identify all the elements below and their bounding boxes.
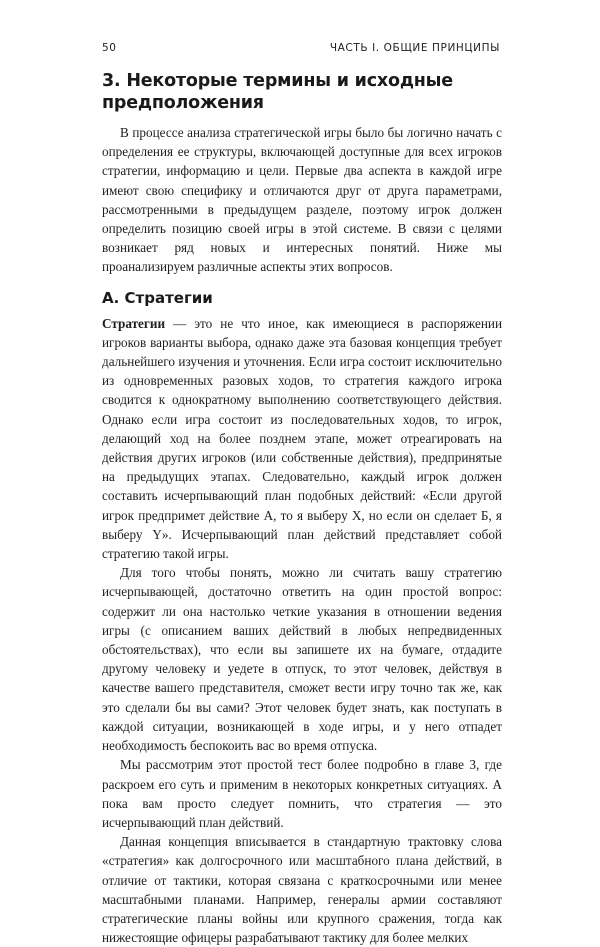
section-intro-paragraph: В процессе анализа стратегической игры было бы логично начать с определения ее структуры, включающей доступные для всех игроков стратегии, информацию и цели. Первые два аспекта в каждой игре имеют свою специфику и отличаются друг от друга параметрами, рассмотренными в предыдущем разделе, поэтому игрок должен определить позицию своей игры в этой системе. В связи с целями возникает ряд новых и интересных понятий. Ниже мы проанализируем различные аспекты этих вопросов. [102, 125, 502, 275]
subsection-title: А. Стратегии [102, 288, 213, 307]
page-number: 50 [102, 42, 117, 54]
chapter-reference-paragraph: Мы рассмотрим этот простой тест более подробно в главе 3, где раскроем его суть и применим в некоторых конкретных ситуациях. А пока вам просто следует помнить, что стратегия — это исчерпывающий план действий. [102, 757, 502, 830]
page-content [102, 70, 502, 947]
running-title: ЧАСТЬ I. ОБЩИЕ ПРИНЦИПЫ [329, 42, 500, 54]
defined-term: Стратегии [102, 315, 166, 331]
strategies-definition-paragraph [102, 314, 502, 564]
definition-text: — это не что иное, как имеющиеся в распоряжении игроков варианты выбора, однако даже эта базовая концепция требует дальнейшего изучения и уточнения. Если игра состоит исключительно из одновременных разовых ходов, то стратегия каждого игрока сводится к однократному выполнению соответствующего действия. Однако если игра состоит из последовательных ходов, то игрок, делающий ход на более позднем этапе, может отреагировать на действия других игроков (или собственные действия), предпринятые на предыдущих этапах. Следовательно, каждый игрок должен составить исчерпывающий план подобных действий: «Если другой игрок предпримет действие А, то я выберу Х, но если он сделает Б, я выберу Y». Исчерпывающий план действий представляет собой стратегию такой игры. [102, 315, 502, 562]
section-title: 3. Некоторые термины и исходные предположения [102, 71, 453, 113]
strategy-vs-tactics-paragraph: Данная концепция вписывается в стандартную трактовку слова «стратегия» как долгосрочного или масштабного плана действий, в отличие от тактики, которая связана с краткосрочными или менее масштабными планами. Например, генералы армии составляют стратегические планы войны или крупного сражения, тогда как нижестоящие офицеры разрабатывают тактику для более мелких [102, 834, 502, 946]
completeness-test-paragraph: Для того чтобы понять, можно ли считать вашу стратегию исчерпывающей, достаточно ответить на один простой вопрос: содержит ли она настолько четкие указания в отношении ведения игры (с описанием ваших действий в любых непредвиденных обстоятельствах), что если вы запишете их на бумаге, отдадите другому человеку и уедете в отпуск, то этот человек, действуя в качестве вашего представителя, сможет вести игру точно так же, как это сделали бы вы сами? Этот человек будет знать, как поступать в каждой ситуации, возникающей в ходе игры, и у него отпадет необходимость беспокоить вас во время отпуска. [102, 565, 502, 754]
